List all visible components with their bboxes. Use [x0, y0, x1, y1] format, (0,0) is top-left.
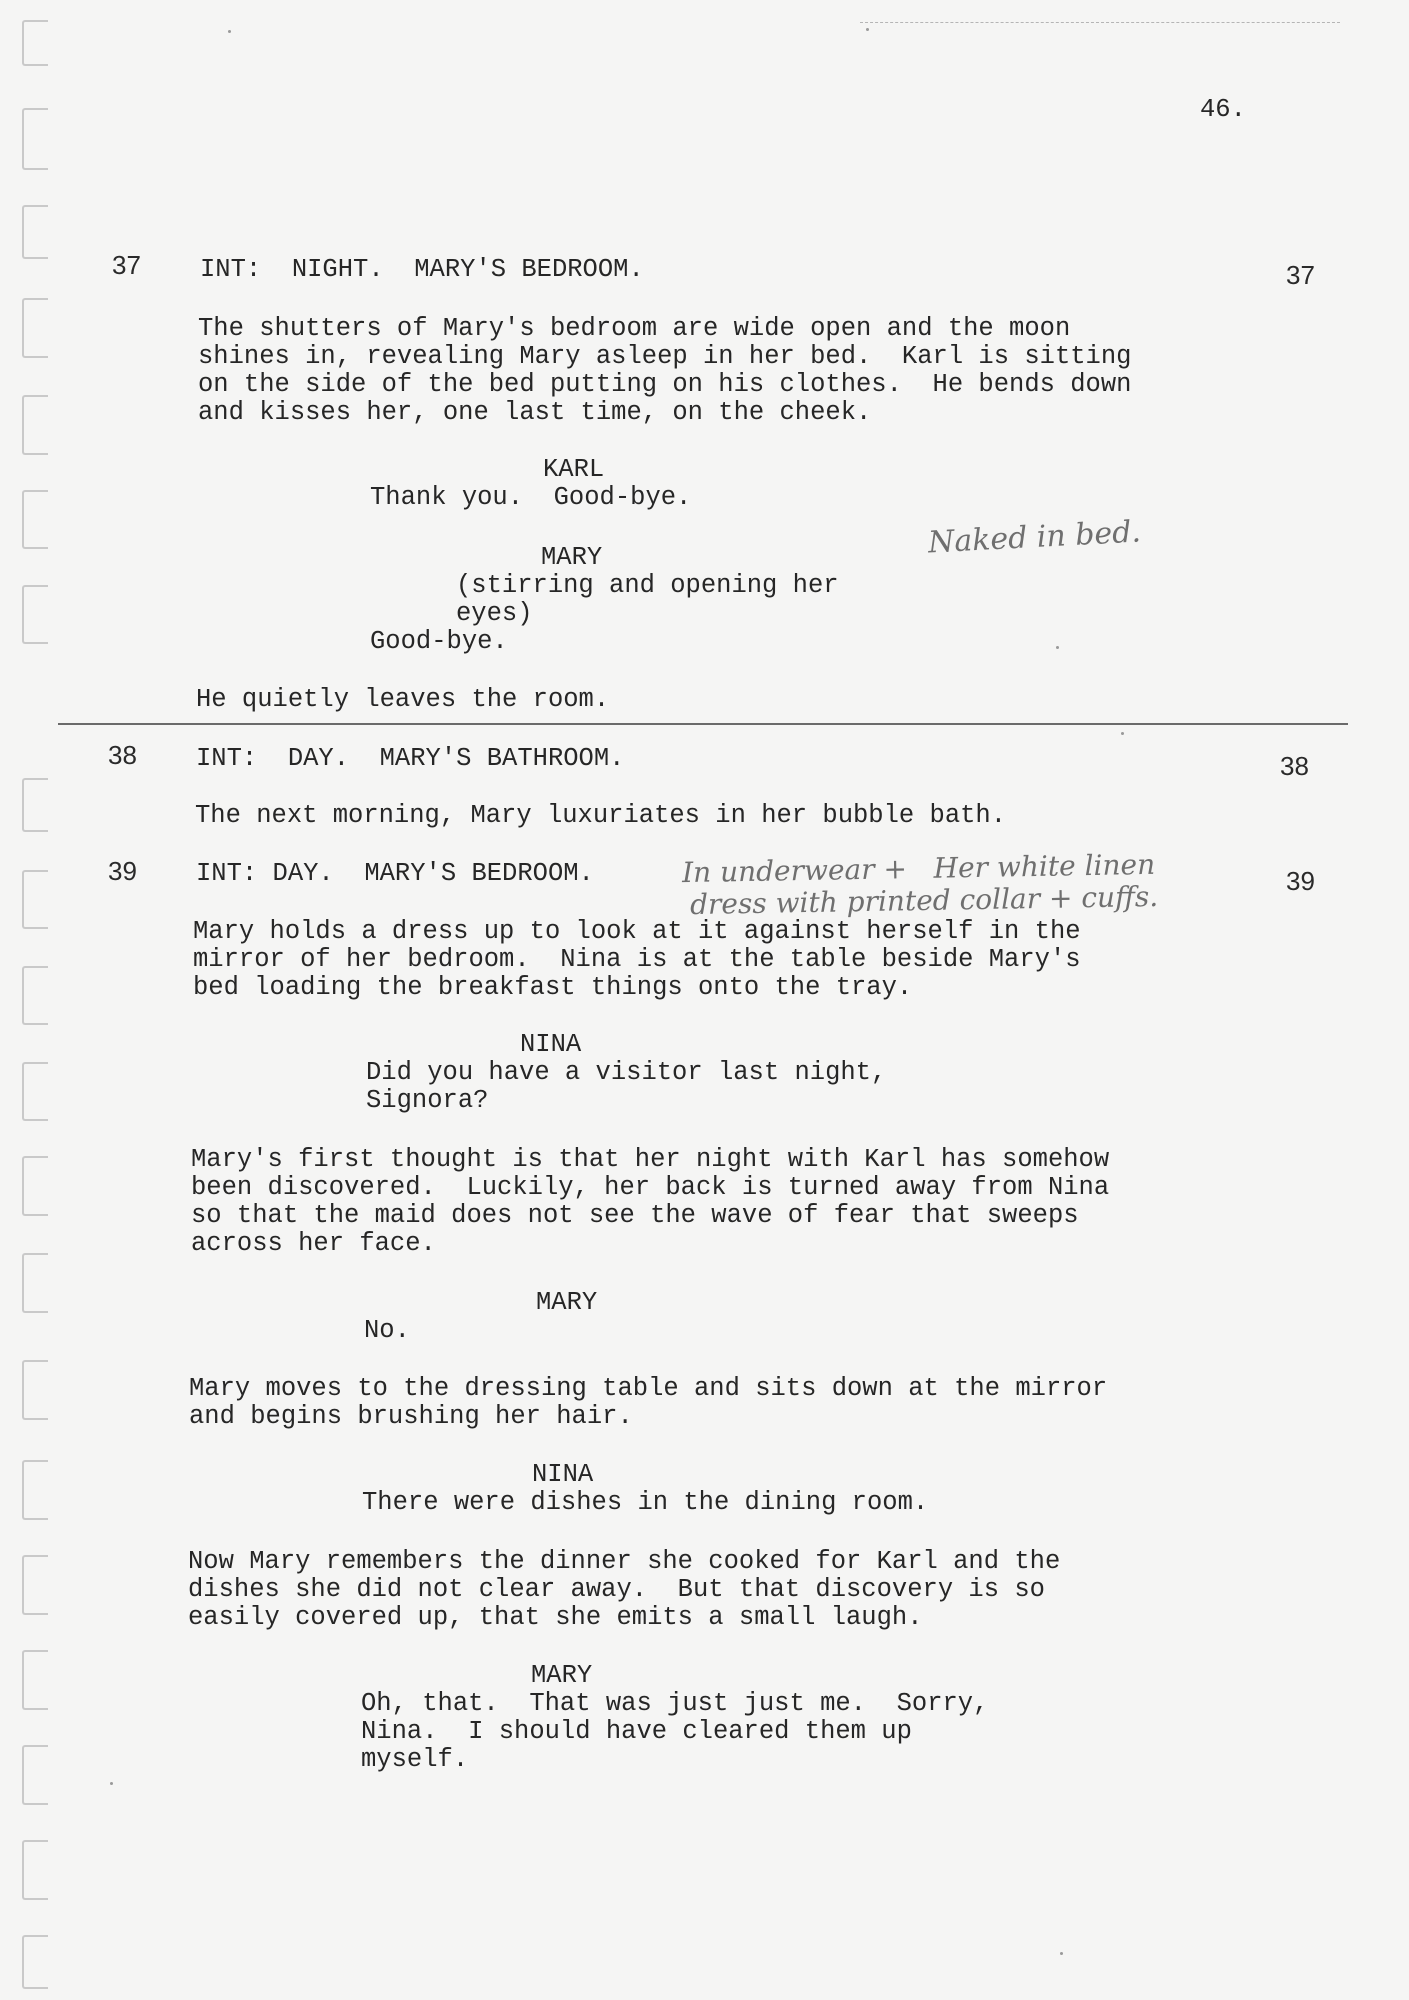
binding-hole — [22, 1745, 48, 1805]
scan-speck — [1121, 732, 1124, 735]
action-line: and begins brushing her hair. — [189, 1402, 633, 1431]
character-name: MARY — [531, 1661, 593, 1690]
scene-number-left: 37 — [112, 250, 141, 280]
character-name: MARY — [541, 543, 603, 572]
scan-speck — [110, 1782, 113, 1785]
binding-hole — [22, 108, 48, 170]
binding-hole — [22, 1460, 48, 1520]
binding-hole — [22, 585, 48, 644]
scene-number-right: 37 — [1286, 260, 1315, 290]
dialogue-line: myself. — [361, 1745, 469, 1774]
scan-artifact-line — [860, 22, 1340, 23]
binding-hole — [22, 1156, 48, 1216]
action-line: mirror of her bedroom. Nina is at the table beside Mary's — [193, 945, 1081, 974]
scan-speck — [228, 30, 231, 33]
handwritten-note: In underwear + Her white linen — [681, 847, 1156, 890]
action-line: He quietly leaves the room. — [196, 685, 610, 714]
dialogue-line: Did you have a visitor last night, — [366, 1058, 887, 1087]
parenthetical: (stirring and opening her — [456, 571, 839, 600]
action-line: shines in, revealing Mary asleep in her bed. Karl is sitting — [198, 342, 1132, 371]
dialogue-line: No. — [364, 1316, 410, 1345]
scene-number-right: 39 — [1286, 866, 1315, 896]
action-line: and kisses her, one last time, on the cheek. — [198, 398, 872, 427]
character-name: NINA — [532, 1460, 594, 1489]
scene-number-left: 39 — [108, 856, 137, 886]
handwritten-note: Naked in bed. — [927, 514, 1142, 561]
binding-hole — [22, 1062, 48, 1121]
action-line: across her face. — [191, 1229, 436, 1258]
scan-speck — [866, 28, 869, 31]
action-line: The shutters of Mary's bedroom are wide open and the moon — [198, 314, 1071, 343]
action-line: Now Mary remembers the dinner she cooked for Karl and the — [188, 1547, 1061, 1576]
action-line: dishes she did not clear away. But that discovery is so — [188, 1575, 1045, 1604]
action-line: Mary moves to the dressing table and sits down at the mirror — [189, 1374, 1108, 1403]
page-number: 46. — [1200, 95, 1246, 124]
dialogue-line: There were dishes in the dining room. — [362, 1488, 929, 1517]
dialogue-line: Thank you. Good-bye. — [370, 483, 692, 512]
binding-hole — [22, 1840, 48, 1900]
action-line: been discovered. Luckily, her back is turned away from Nina — [191, 1173, 1110, 1202]
binding-hole — [22, 298, 48, 358]
character-name: MARY — [536, 1288, 598, 1317]
binding-hole — [22, 1360, 48, 1420]
action-line: Mary's first thought is that her night with Karl has somehow — [191, 1145, 1110, 1174]
character-name: NINA — [520, 1030, 582, 1059]
scene-heading: INT: NIGHT. MARY'S BEDROOM. — [200, 255, 644, 284]
scene-heading: INT: DAY. MARY'S BATHROOM. — [196, 744, 625, 773]
scene-number-right: 38 — [1280, 751, 1309, 781]
action-line: easily covered up, that she emits a small laugh. — [188, 1603, 923, 1632]
action-line: The next morning, Mary luxuriates in her bubble bath. — [195, 801, 1007, 830]
scene-divider — [58, 723, 1348, 725]
binding-hole — [22, 205, 48, 259]
dialogue-line: Oh, that. That was just just me. Sorry, — [361, 1689, 989, 1718]
dialogue-line: Nina. I should have cleared them up — [361, 1717, 912, 1746]
parenthetical: eyes) — [456, 599, 533, 628]
binding-hole — [22, 1253, 48, 1313]
binding-hole — [22, 778, 48, 832]
action-line: bed loading the breakfast things onto the tray. — [193, 973, 913, 1002]
dialogue-line: Good-bye. — [370, 627, 508, 656]
action-line: on the side of the bed putting on his clothes. He bends down — [198, 370, 1132, 399]
binding-hole — [22, 1555, 48, 1615]
character-name: KARL — [543, 455, 605, 484]
handwritten-note: dress with printed collar + cuffs. — [689, 879, 1159, 922]
binding-hole — [22, 490, 48, 549]
binding-hole — [22, 966, 48, 1025]
binding-hole — [22, 395, 48, 455]
scene-number-left: 38 — [108, 740, 137, 770]
scan-speck — [1060, 1952, 1063, 1955]
binding-hole — [22, 1935, 48, 1989]
binding-hole — [22, 870, 48, 929]
action-line: so that the maid does not see the wave of fear that sweeps — [191, 1201, 1079, 1230]
scan-speck — [1056, 646, 1059, 649]
scene-heading: INT: DAY. MARY'S BEDROOM. — [196, 859, 594, 888]
action-line: Mary holds a dress up to look at it against herself in the — [193, 917, 1081, 946]
binding-hole — [22, 1650, 48, 1710]
dialogue-line: Signora? — [366, 1086, 489, 1115]
binding-hole — [22, 20, 48, 66]
